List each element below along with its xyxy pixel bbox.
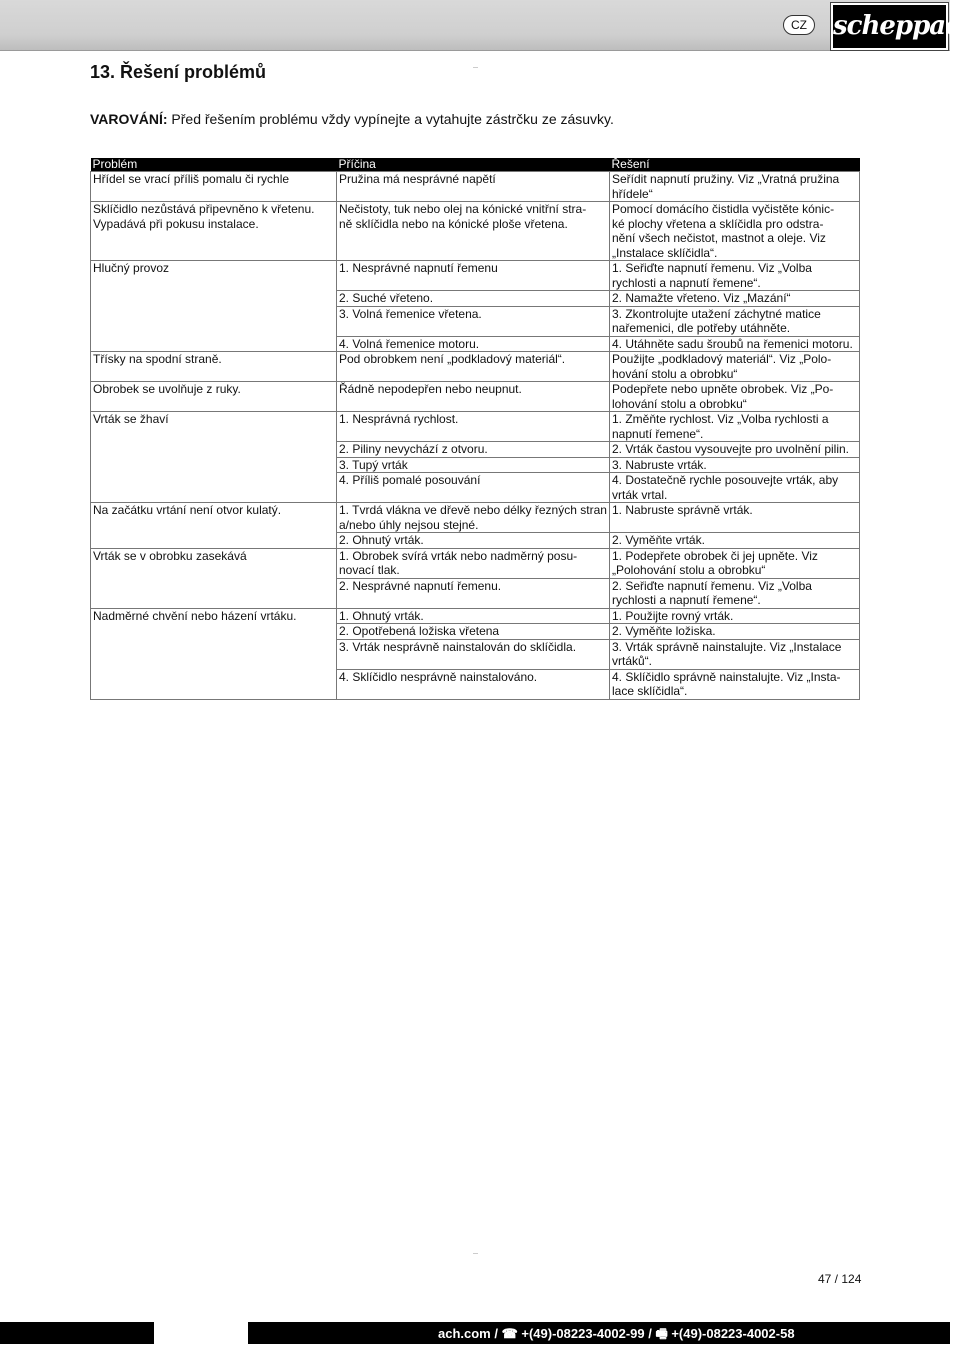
problem-cell: Nadměrné chvění nebo házení vrtáku. — [91, 608, 337, 624]
cause-cell: 1. Tvrdá vlákna ve dřevě nebo délky řezných stran a/nebo úhly nejsou stejné. — [337, 503, 610, 533]
solution-cell: Použijte „podkladový materiál“. Viz „Polo- hování stolu a obrobku“ — [610, 352, 860, 382]
problem-cell: Obrobek se uvolňuje z ruky. — [91, 382, 337, 412]
top-header-bar — [0, 0, 978, 51]
footer-white-block — [154, 1322, 248, 1344]
solution-cell: Seřídit napnutí pružiny. Viz „Vratná pružina hřídele“ — [610, 172, 860, 202]
solution-cell: 1. Nabruste správně vrták. — [610, 503, 860, 533]
table-row — [91, 172, 860, 202]
header-problem: Problém — [91, 158, 337, 172]
footer-bar — [0, 1322, 950, 1344]
cause-cell: Řádně nepodepřen nebo neupnut. — [337, 382, 610, 412]
solution-cell: 4. Dostatečně rychle posouvejte vrták, aby vrták vrtal. — [610, 473, 860, 503]
solution-cell: Pomocí domácího čistidla vyčistěte kónic- ké plochy vřetena a sklíčidla pro odstra- nění všech nečistot, mastnot a oleje. Viz „Instalace sklíčidla“. — [610, 202, 860, 261]
table-row — [91, 442, 860, 458]
problem-cell — [91, 291, 337, 307]
solution-cell: 1. Použijte rovný vrták. — [610, 608, 860, 624]
section-title: 13. Řešení problémů — [90, 62, 267, 82]
solution-cell: 4. Utáhněte sadu šroubů na řemenici motoru. — [610, 336, 860, 352]
solution-cell: 2. Vyměňte vrták. — [610, 533, 860, 549]
warning-label: VAROVÁNÍ: — [90, 111, 168, 127]
problem-cell — [91, 336, 337, 352]
cause-cell: 2. Ohnutý vrták. — [337, 533, 610, 549]
page-number: 47 / 124 — [818, 1272, 862, 1286]
crop-mark — [473, 67, 478, 68]
problem-cell — [91, 533, 337, 549]
problem-cell — [91, 624, 337, 640]
table-row — [91, 336, 860, 352]
cause-cell: 2. Piliny nevychází z otvoru. — [337, 442, 610, 458]
cause-cell: Pružina má nesprávné napětí — [337, 172, 610, 202]
table-row — [91, 457, 860, 473]
problem-cell: Vrták se v obrobku zasekává — [91, 548, 337, 578]
table-row — [91, 352, 860, 382]
cause-cell: 1. Nesprávné napnutí řemenu — [337, 261, 610, 291]
table-row — [91, 202, 860, 261]
problem-cell: Vrták se žhaví — [91, 412, 337, 442]
problem-cell — [91, 442, 337, 458]
warning-note — [90, 111, 614, 127]
solution-cell: 3. Vrták správně nainstalujte. Viz „Instalace vrtáků“. — [610, 639, 860, 669]
problem-cell: Sklíčidlo nezůstává připevněno k vřetenu. Vypadává při pokusu instalace. — [91, 202, 337, 261]
cause-cell: 2. Opotřebená ložiska vřetena — [337, 624, 610, 640]
table-row — [91, 608, 860, 624]
footer-contact: ach.com / ☎ +(49)-08223-4002-99 / 🖷 +(49)-08223-4002-58 — [438, 1326, 795, 1341]
problem-cell: Třísky na spodní straně. — [91, 352, 337, 382]
brand-logo: scheppach — [831, 3, 948, 50]
solution-cell: 2. Vyměňte ložiska. — [610, 624, 860, 640]
header-cause: Příčina — [337, 158, 610, 172]
solution-cell: 4. Sklíčidlo správně nainstalujte. Viz „Insta- lace sklíčidla“. — [610, 669, 860, 699]
table-row — [91, 639, 860, 669]
table-header-row — [91, 158, 860, 172]
cause-cell: Pod obrobkem není „podkladový materiál“. — [337, 352, 610, 382]
solution-cell: 1. Seřiďte napnutí řemenu. Viz „Volba rychlosti a napnutí řemene“. — [610, 261, 860, 291]
problem-cell: Hřídel se vrací příliš pomalu či rychle — [91, 172, 337, 202]
crop-mark — [473, 1253, 478, 1254]
warning-text: Před řešením problému vždy vypínejte a vytahujte zástrčku ze zásuvky. — [167, 111, 614, 127]
cause-cell: 1. Obrobek svírá vrták nebo nadměrný posu- novací tlak. — [337, 548, 610, 578]
solution-cell: 3. Nabruste vrták. — [610, 457, 860, 473]
problem-cell — [91, 578, 337, 608]
problem-cell: Na začátku vrtání není otvor kulatý. — [91, 503, 337, 533]
cause-cell: 3. Vrták nesprávně nainstalován do sklíčidla. — [337, 639, 610, 669]
problem-cell — [91, 457, 337, 473]
troubleshooting-table — [90, 158, 860, 700]
table-row — [91, 578, 860, 608]
problem-cell — [91, 306, 337, 336]
table-row — [91, 412, 860, 442]
table-row — [91, 503, 860, 533]
table-row — [91, 548, 860, 578]
problem-cell — [91, 669, 337, 699]
table-row — [91, 533, 860, 549]
cause-cell: 1. Ohnutý vrták. — [337, 608, 610, 624]
cause-cell: 4. Volná řemenice motoru. — [337, 336, 610, 352]
problem-cell: Hlučný provoz — [91, 261, 337, 291]
table-row — [91, 382, 860, 412]
solution-cell: 1. Změňte rychlost. Viz „Volba rychlosti a napnutí řemene“. — [610, 412, 860, 442]
solution-cell: 2. Vrták častou vysouvejte pro uvolnění pilin. — [610, 442, 860, 458]
table-row — [91, 669, 860, 699]
table-row — [91, 473, 860, 503]
table-row — [91, 261, 860, 291]
solution-cell: Podepřete nebo upněte obrobek. Viz „Po- lohování stolu a obrobku“ — [610, 382, 860, 412]
cause-cell: Nečistoty, tuk nebo olej na kónické vnitřní stra- ně sklíčidla nebo na kónické ploše vřetena. — [337, 202, 610, 261]
cause-cell: 4. Sklíčidlo nesprávně nainstalováno. — [337, 669, 610, 699]
table-row — [91, 306, 860, 336]
problem-cell — [91, 473, 337, 503]
solution-cell: 2. Namažte vřeteno. Viz „Mazání“ — [610, 291, 860, 307]
cause-cell: 3. Volná řemenice vřetena. — [337, 306, 610, 336]
table-row — [91, 291, 860, 307]
cause-cell: 1. Nesprávná rychlost. — [337, 412, 610, 442]
cause-cell: 3. Tupý vrták — [337, 457, 610, 473]
table-row — [91, 624, 860, 640]
solution-cell: 1. Podepřete obrobek či jej upněte. Viz „Polohování stolu a obrobku“ — [610, 548, 860, 578]
header-solution: Řešení — [610, 158, 860, 172]
cause-cell: 4. Příliš pomalé posouvání — [337, 473, 610, 503]
cause-cell: 2. Suché vřeteno. — [337, 291, 610, 307]
problem-cell — [91, 639, 337, 669]
solution-cell: 2. Seřiďte napnutí řemenu. Viz „Volba rychlosti a napnutí řemene“. — [610, 578, 860, 608]
language-badge: CZ — [783, 15, 815, 35]
solution-cell: 3. Zkontrolujte utažení záchytné matice nařemenici, dle potřeby utáhněte. — [610, 306, 860, 336]
cause-cell: 2. Nesprávné napnutí řemenu. — [337, 578, 610, 608]
